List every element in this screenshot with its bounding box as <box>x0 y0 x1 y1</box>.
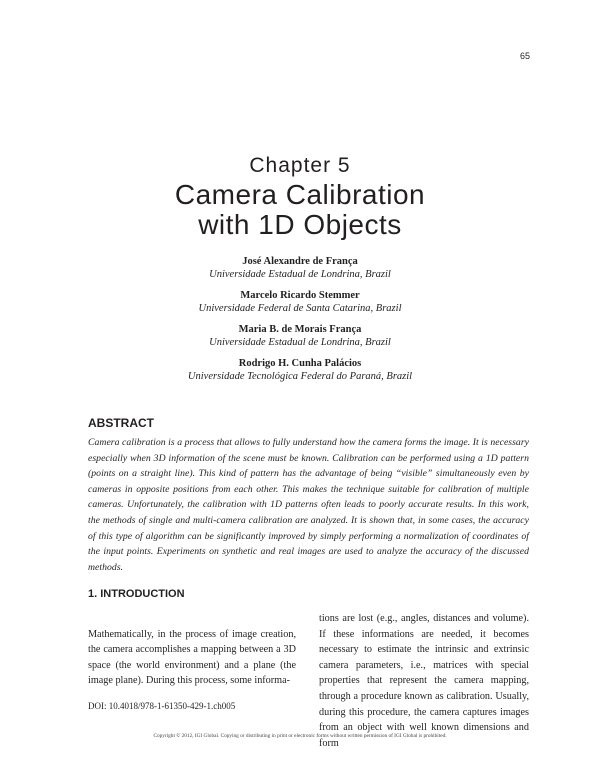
author-affiliation: Universidade Federal de Santa Catarina, Brazil <box>198 303 402 314</box>
copyright-notice: Copyright © 2012, IGI Global. Copying or distributing in print or electronic forms without written permission of IGI Global is prohibited. <box>153 733 447 739</box>
author-affiliation: Universidade Estadual de Londrina, Brazil <box>209 337 391 348</box>
author-block <box>0 289 600 315</box>
page-number: 65 <box>519 51 530 61</box>
author-name: Maria B. de Morais França <box>238 324 362 335</box>
author-name: Rodrigo H. Cunha Palácios <box>238 358 362 369</box>
author-affiliation: Universidade Estadual de Londrina, Brazil <box>209 269 391 280</box>
chapter-label: Chapter 5 <box>249 154 351 177</box>
author-affiliation: Universidade Tecnológica Federal do Paraná, Brazil <box>187 371 413 382</box>
title-line: with 1D Objects <box>198 209 402 240</box>
chapter-title <box>0 180 600 240</box>
author-block <box>0 357 600 383</box>
author-name: Marcelo Ricardo Stemmer <box>240 290 360 301</box>
author-block <box>0 255 600 281</box>
introduction-right-column: tions are lost (e.g., angles, distances and volume). If these informations are needed, it becomes necessary to estimate the intrinsic and extrinsic camera parameters, i.e., matrices with special properties that represent the camera mapping, through a procedure known as calibration. Usually, during this procedure, the camera captures images from an object with well known dimensions and form <box>319 613 529 749</box>
author-list <box>0 255 600 391</box>
title-line: Camera Calibration <box>174 179 426 210</box>
author-name: José Alexandre de França <box>242 256 358 267</box>
abstract-text: Camera calibration is a process that allows to fully understand how the camera forms the image. It is necessary especially when 3D information of the scene must be known. Calibration can be performed using a 1D pattern (points on a straight line). This kind of pattern has the advantage of being “visible” simultaneously even by cameras in opposite positions from each other. This makes the technique suitable for calibration of multiple cameras. Unfortunately, the calibration with 1D patterns often leads to poorly accurate results. In this work, the methods of single and multi-camera calibration are analyzed. It is shown that, in some cases, the accuracy of this type of algorithm can be significantly improved by simply performing a normalization of coordinates of the input points. Experiments on synthetic and real images are used to analyze the accuracy of the discussed methods. <box>88 437 529 573</box>
abstract-heading: ABSTRACT <box>88 416 154 430</box>
introduction-left-column: Mathematically, in the process of image creation, the camera accomplishes a mapping between a 3D space (the world environment) and a plane (the image plane). During this process, some informa- <box>88 629 296 687</box>
introduction-heading: 1. INTRODUCTION <box>88 588 185 600</box>
doi-footnote: DOI: 10.4018/978-1-61350-429-1.ch005 <box>88 701 236 711</box>
author-block <box>0 323 600 349</box>
